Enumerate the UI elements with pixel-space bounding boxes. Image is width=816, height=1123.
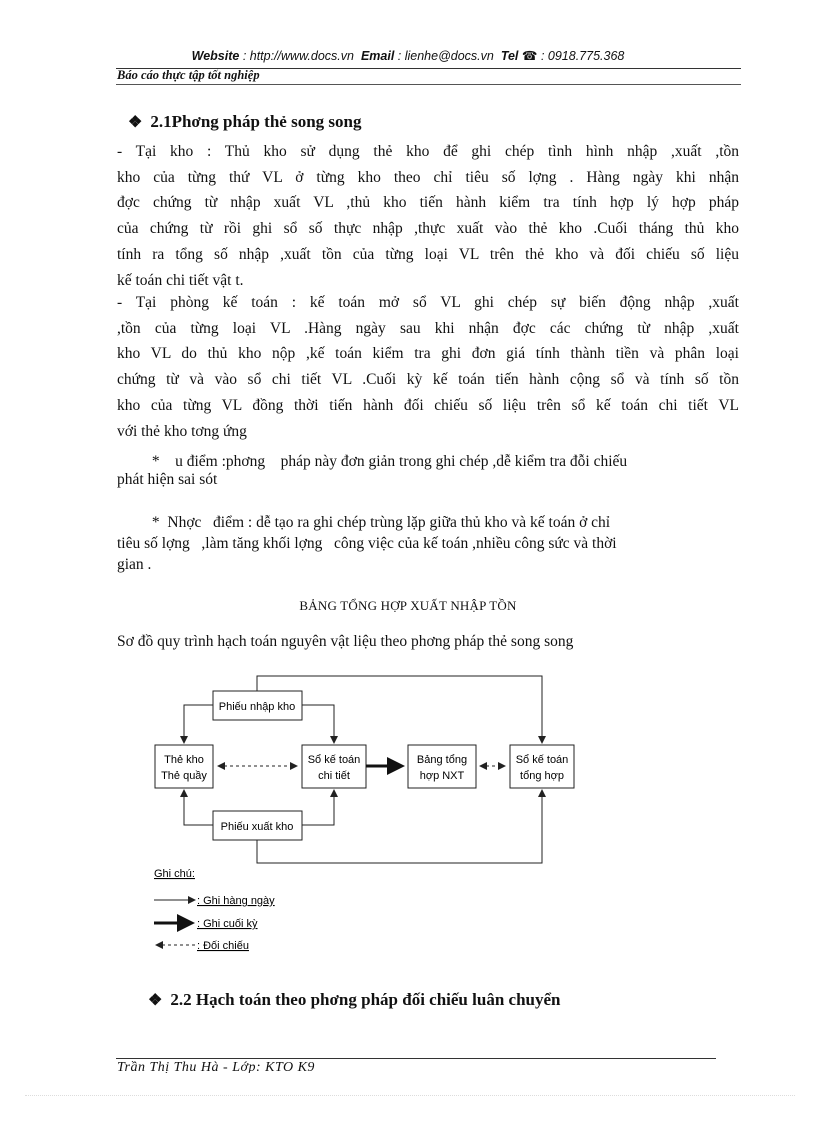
legend-daily-label: : Ghi hàng ngày [197, 895, 275, 907]
text-line: - Tại kho : Thủ kho sử dụng thẻ kho để ghi chép tình hình nhập ,xuất ,tồn [117, 143, 739, 160]
legend-title: Ghi chú: [154, 868, 195, 880]
text-line: phát hiện sai sót [117, 471, 218, 488]
box-so-tong-label-2: tổng hợp [520, 770, 564, 782]
box-phieu-nhap-label: Phiếu nhập kho [218, 701, 296, 713]
arrow-xuat-to-the-kho [184, 790, 213, 825]
header-subtitle: Báo cáo thực tập tốt nghiệp [117, 68, 260, 82]
header-subtitle-divider [116, 84, 741, 85]
tel-value: : 0918.775.368 [540, 49, 625, 63]
email-value: : lienhe@docs.vn [397, 49, 494, 63]
box-phieu-xuat-label: Phiếu xuất kho [220, 821, 294, 833]
advantage-note [117, 453, 739, 489]
tel-label: Tel ☎ [500, 49, 538, 63]
header-contact [0, 48, 816, 63]
section-title-text: 2.2 Hạch toán theo phơng pháp đối chiếu luân chuyển [170, 990, 561, 1009]
section-heading-2-1 [128, 112, 361, 132]
page-bottom-border [25, 1095, 795, 1096]
box-so-tong-label-1: Sổ kế toán [515, 754, 569, 766]
text-line: kho VL do thủ kho nộp ,kế toán kiểm tra ghi đơn giá tính thành tiền và phân loại [117, 345, 739, 363]
disadvantage-note [117, 512, 739, 575]
section-heading-2-2 [148, 990, 560, 1010]
text-line: tiêu số lợng ,làm tăng khối lợng công việc của kế toán ,nhiều công sức và thời [117, 535, 617, 552]
text-line: kho của từng thứ VL ở từng kho theo chỉ tiêu số lợng . Hàng ngày khi nhận [117, 168, 739, 186]
email-label: Email [360, 49, 395, 63]
diamond-bullet-icon: ❖ [128, 114, 143, 131]
section-title-text: 2.1Phơng pháp thẻ song song [150, 112, 362, 131]
box-bang-tong-label-2: hợp NXT [419, 770, 465, 782]
text-line: - Tại phòng kế toán : kế toán mở sổ VL ghi chép sự biến động nhập ,xuất [117, 294, 739, 311]
box-the-kho-label-1: Thẻ kho [164, 754, 204, 766]
box-so-ke-toan-label-1: Sổ kế toán [307, 754, 361, 766]
legend-compare-label: : Đối chiếu [197, 940, 249, 952]
footer-author: Trần Thị Thu Hà - Lớp: KTO K9 [117, 1060, 315, 1073]
box-so-ke-toan-label-2: chi tiết [318, 770, 350, 782]
website-value: : http://www.docs.vn [242, 49, 354, 63]
text-line: tính ra tổng số nhập ,xuất tồn của từng loại VL trên thẻ kho và đối chiếu số liệu [117, 245, 739, 263]
box-the-kho-label-2: Thẻ quầy [161, 770, 207, 782]
paragraph-kho [117, 139, 739, 293]
text-line: gian . [117, 556, 152, 573]
footer-divider [116, 1058, 716, 1059]
text-line: kế toán chi tiết vật t. [117, 271, 244, 289]
text-line: * u điểm :phơng pháp này đơn giản trong ghi chép ,dễ kiểm tra đỗi chiếu [117, 453, 628, 470]
legend-period-label: : Ghi cuối kỳ [197, 918, 258, 930]
website-label: Website [191, 49, 240, 63]
box-bang-tong-label-1: Bảng tổng [416, 754, 468, 766]
text-line: ,tồn của từng loại VL .Hàng ngày sau khi nhận đợc các chứng từ nhập ,xuất [117, 319, 739, 337]
text-line: với thẻ kho tơng ứng [117, 422, 247, 440]
text-line: kho của từng VL đồng thời tiến hành đối chiếu số liệu trên sổ kế toán chi tiết VL [117, 396, 739, 414]
text-line: chứng từ và vào sổ chi tiết VL .Cuối kỳ kế toán tiến hành cộng sổ và tính số tồn [117, 371, 739, 389]
table-title: BẢNG TỔNG HỢP XUẤT NHẬP TỒN [299, 598, 517, 613]
diagram-title: Sơ đồ quy trình hạch toán nguyên vật liệu theo phơng pháp thẻ song song [117, 633, 574, 650]
text-line: đợc chứng từ nhập xuất VL ,thủ kho tiến hành kiểm tra tính hợp lý hợp pháp [117, 194, 739, 212]
text-line: của chứng từ rồi ghi sổ số thực nhập ,thực xuất vào thẻ kho .Cuối tháng thủ kho [117, 220, 739, 238]
text-line: * Nhợc điểm : dễ tạo ra ghi chép trùng lặp giữa thủ kho và kế toán ở chỉ [117, 514, 611, 531]
accounting-flow-diagram [140, 668, 610, 968]
arrow-nhap-to-the-kho [184, 705, 213, 743]
arrow-xuat-to-so-ke-toan [302, 790, 334, 825]
paragraph-phong-ke-toan [117, 290, 739, 444]
diamond-bullet-icon: ❖ [148, 992, 163, 1009]
arrow-nhap-to-so-ke-toan [302, 705, 334, 743]
